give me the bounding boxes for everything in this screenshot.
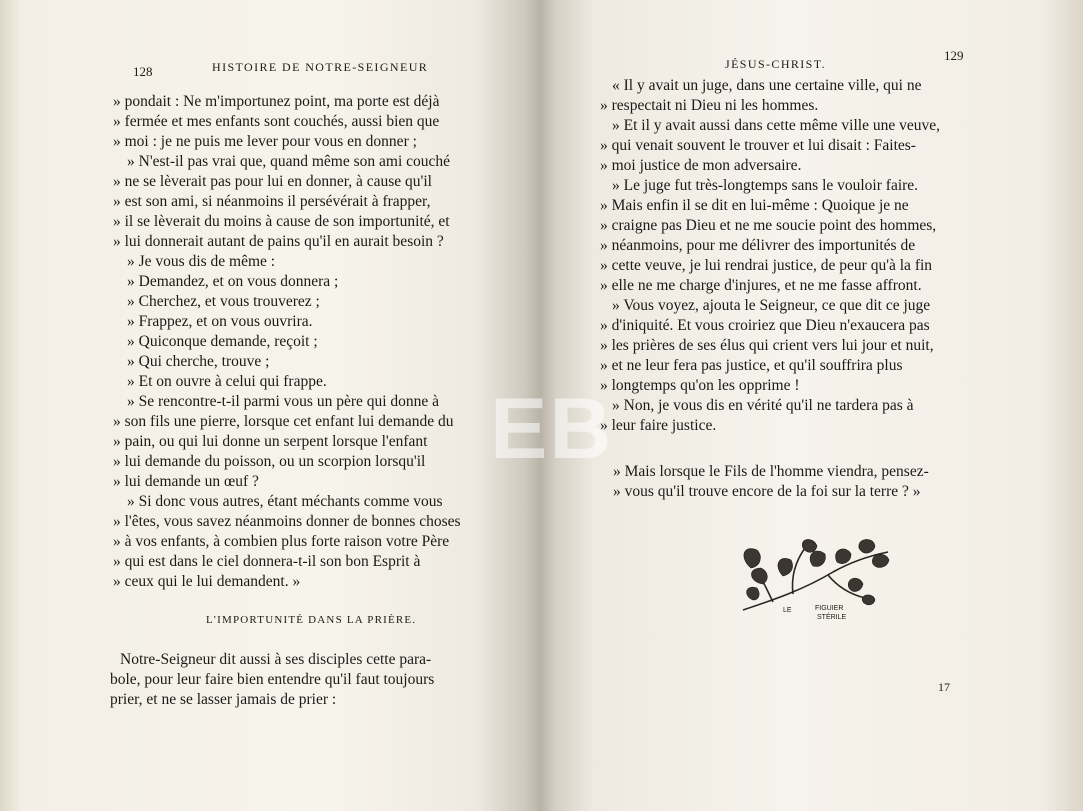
left-page-number: 128	[133, 64, 153, 79]
vignette-caption-le: LE	[783, 607, 792, 614]
text-line: » Cherchez, et vous trouverez ;	[127, 293, 320, 310]
text-line: » Non, je vous dis en vérité qu'il ne tardera pas à	[612, 397, 914, 414]
text-line: » ceux qui le lui demandent. »	[113, 573, 301, 590]
text-line: » lui demande du poisson, ou un scorpion lorsqu'il	[113, 453, 426, 470]
text-line: » à vos enfants, à combien plus forte raison votre Père	[113, 533, 450, 550]
text-line: » Et on ouvre à celui qui frappe.	[127, 373, 327, 390]
watermark: EB	[490, 381, 614, 477]
text-line: » N'est-il pas vrai que, quand même son ami couché	[127, 153, 451, 170]
text-line: » Vous voyez, ajouta le Seigneur, ce que dit ce juge	[612, 297, 931, 314]
signature-mark: 17	[938, 680, 950, 694]
text-line: » elle ne me charge d'injures, et ne me fasse affront.	[600, 277, 922, 294]
right-page-number: 129	[944, 48, 964, 63]
text-line: » Frappez, et on vous ouvrira.	[127, 313, 313, 330]
text-line: » lui demande un œuf ?	[113, 473, 259, 490]
text-line: » respectait ni Dieu ni les hommes.	[600, 97, 819, 114]
text-line: » son fils une pierre, lorsque cet enfant lui demande du	[113, 413, 454, 430]
text-line: » longtemps qu'on les opprime !	[600, 377, 800, 394]
text-line: » il se lèverait du moins à cause de son importunité, et	[113, 213, 450, 230]
text-line: » Demandez, et on vous donnera ;	[127, 273, 339, 290]
text-line: » néanmoins, pour me délivrer des importunités de	[600, 237, 916, 254]
text-line: » moi : je ne puis me lever pour vous en donner ;	[113, 133, 417, 150]
text-line: » cette veuve, je lui rendrai justice, de peur qu'à la fin	[600, 257, 933, 274]
text-line: » et ne leur fera pas justice, et qu'il souffrira plus	[600, 357, 903, 374]
text-line: » d'iniquité. Et vous croiriez que Dieu n'exaucera pas	[600, 317, 930, 334]
left-page	[0, 0, 540, 811]
text-line: » lui donnerait autant de pains qu'il en aurait besoin ?	[113, 233, 444, 250]
text-line: » Si donc vous autres, étant méchants comme vous	[127, 493, 443, 510]
text-line: » vous qu'il trouve encore de la foi sur la terre ? »	[613, 483, 921, 500]
right-page	[540, 0, 1083, 811]
text-line: » craigne pas Dieu et ne me soucie point des hommes,	[600, 217, 937, 234]
text-line: Notre-Seigneur dit aussi à ses disciples cette para-	[120, 651, 432, 668]
left-text-block	[113, 92, 461, 592]
text-line: bole, pour leur faire bien entendre qu'il faut toujours	[110, 671, 435, 688]
text-line: » fermée et mes enfants sont couchés, aussi bien que	[113, 113, 440, 130]
text-line: » Le juge fut très-longtemps sans le vouloir faire.	[612, 177, 919, 194]
text-line: » moi justice de mon adversaire.	[600, 157, 802, 174]
text-line: » Quiconque demande, reçoit ;	[127, 333, 318, 350]
right-text-block	[600, 76, 940, 436]
text-line: » qui est dans le ciel donnera-t-il son bon Esprit à	[113, 553, 421, 570]
text-line: » Je vous dis de même :	[127, 253, 276, 270]
text-line: » ne se lèverait pas pour lui en donner, à cause qu'il	[113, 173, 432, 190]
text-line: » l'êtes, vous savez néanmoins donner de bonnes choses	[113, 513, 461, 530]
right-running-head: JÉSUS-CHRIST.	[725, 57, 826, 71]
text-line: » qui venait souvent le trouver et lui disait : Faites-	[600, 137, 916, 154]
text-line: » Se rencontre-t-il parmi vous un père qui donne à	[127, 393, 440, 410]
vignette-caption-sterile: STÉRILE	[817, 614, 847, 621]
text-line: » Et il y avait aussi dans cette même ville une veuve,	[612, 117, 940, 134]
text-line: » pain, ou qui lui donne un serpent lorsque l'enfant	[113, 433, 428, 450]
fig-tree-vignette	[733, 538, 895, 624]
text-line: » pondait : Ne m'importunez point, ma porte est déjà	[113, 93, 440, 110]
right-text-block-after	[613, 462, 929, 502]
text-line: prier, et ne se lasser jamais de prier :	[110, 691, 337, 708]
text-line: « Il y avait un juge, dans une certaine ville, qui ne	[612, 77, 922, 94]
text-line: » les prières de ses élus qui crient vers lui jour et nuit,	[600, 337, 934, 354]
text-line: » Mais lorsque le Fils de l'homme viendra, pensez-	[613, 463, 929, 480]
left-text-block-bottom	[110, 650, 434, 710]
section-title: L'IMPORTUNITÉ DANS LA PRIÈRE.	[206, 614, 417, 626]
left-running-head: HISTOIRE DE NOTRE-SEIGNEUR	[212, 60, 429, 74]
text-line: » leur faire justice.	[600, 417, 717, 434]
vignette-caption-figuier: FIGUIER	[815, 605, 844, 612]
text-line: » est son ami, si néanmoins il persévérait à frapper,	[113, 193, 431, 210]
text-line: » Mais enfin il se dit en lui-même : Quoique je ne	[600, 197, 909, 214]
text-line: » Qui cherche, trouve ;	[127, 353, 270, 370]
